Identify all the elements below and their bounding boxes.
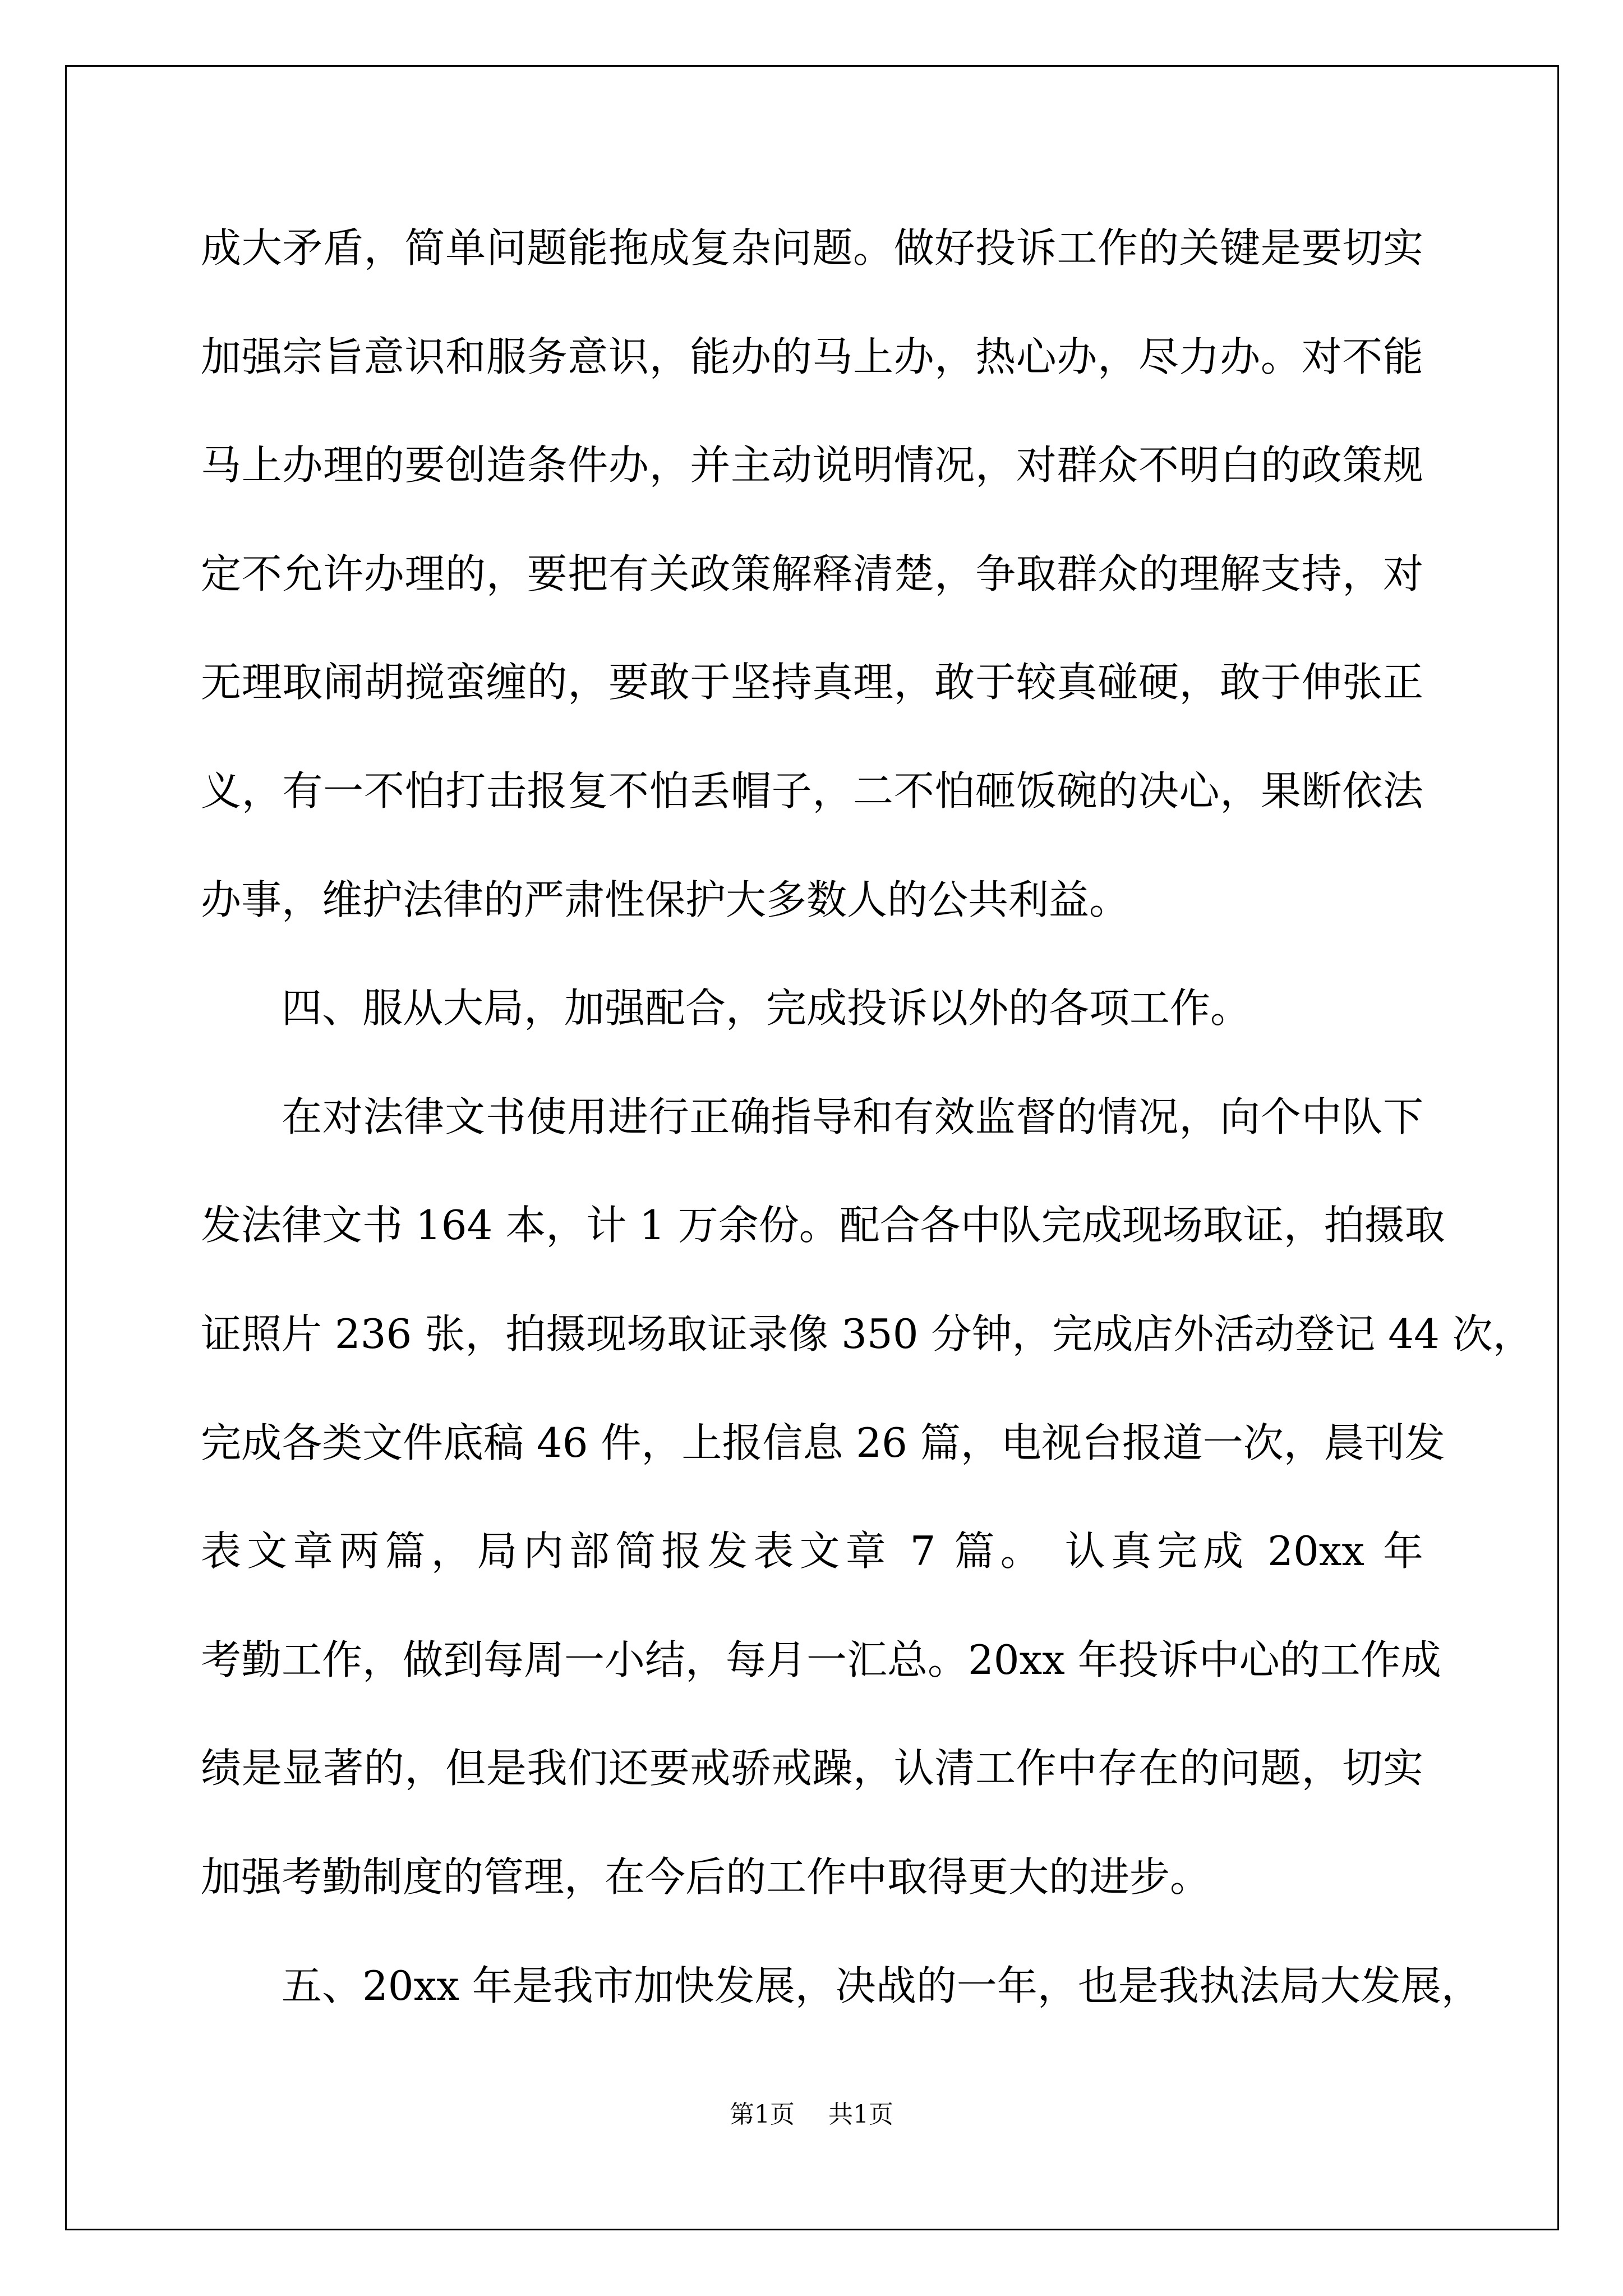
text-line-11: 证照片 236 张，拍摄现场取证录像 350 分钟，完成店外活动登记 44 次， bbox=[201, 1310, 1533, 1358]
text-line-6: 义，有一不怕打击报复不怕丢帽子，二不怕砸饭碗的决心，果断依法 bbox=[201, 767, 1423, 815]
text-line-4: 定不允许办理的，要把有关政策解释清楚，争取群众的理解支持，对 bbox=[201, 550, 1423, 597]
text-line-16: 加强考勤制度的管理，在今后的工作中取得更大的进步。 bbox=[201, 1853, 1211, 1901]
document-body bbox=[201, 194, 1533, 2040]
text-line-15: 绩是显著的，但是我们还要戒骄戒躁，认清工作中存在的问题，切实 bbox=[201, 1745, 1423, 1792]
page-footer bbox=[0, 2098, 1623, 2132]
section-heading-5: 五、20xx 年是我市加快发展，决战的一年，也是我执法局大发展， bbox=[282, 1962, 1482, 2009]
text-line-14: 考勤工作，做到每周一小结，每月一汇总。20xx 年投诉中心的工作成 bbox=[201, 1636, 1441, 1683]
text-line-3: 马上办理的要创造条件办，并主动说明情况，对群众不明白的政策规 bbox=[201, 441, 1423, 489]
text-line-1: 成大矛盾，简单问题能拖成复杂问题。做好投诉工作的关键是要切实 bbox=[201, 224, 1423, 272]
page-number-current: 第1页 bbox=[730, 2100, 795, 2129]
page-number-total: 共1页 bbox=[828, 2100, 893, 2129]
text-line-12: 完成各类文件底稿 46 件，上报信息 26 篇，电视台报道一次，晨刊发 bbox=[201, 1419, 1445, 1466]
text-line-9: 在对法律文书使用进行正确指导和有效监督的情况，向个中队下 bbox=[282, 1093, 1423, 1140]
text-line-5: 无理取闹胡搅蛮缠的，要敢于坚持真理，敢于较真碰硬，敢于伸张正 bbox=[201, 659, 1423, 706]
text-line-2: 加强宗旨意识和服务意识，能办的马上办，热心办，尽力办。对不能 bbox=[201, 333, 1423, 380]
section-heading-4: 四、服从大局，加强配合，完成投诉以外的各项工作。 bbox=[282, 984, 1251, 1032]
text-line-7: 办事，维护法律的严肃性保护大多数人的公共利益。 bbox=[201, 876, 1130, 923]
text-line-10: 发法律文书 164 本，计 1 万余份。配合各中队完成现场取证，拍摄取 bbox=[201, 1202, 1445, 1249]
text-line-13: 表文章两篇，局内部简报发表文章 7 篇。 认真完成 20xx 年 bbox=[201, 1527, 1423, 1575]
